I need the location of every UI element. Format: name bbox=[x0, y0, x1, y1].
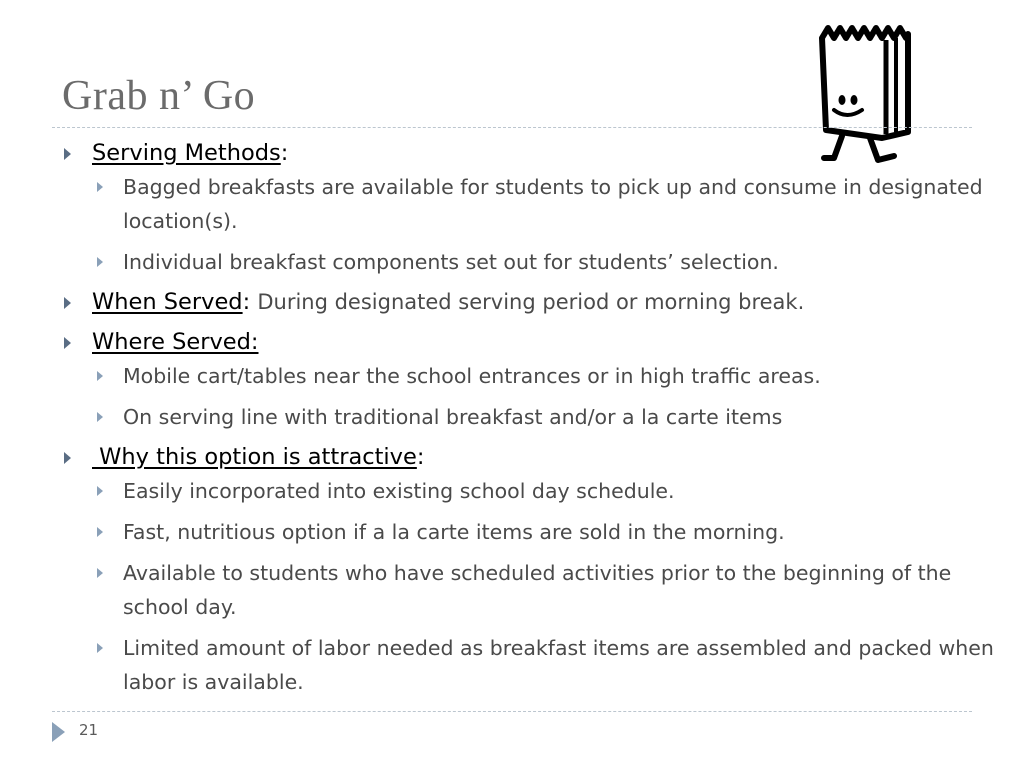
section-heading: When Served bbox=[92, 289, 243, 315]
small-triangle-bullet-icon bbox=[97, 371, 103, 381]
list-item bbox=[60, 556, 1010, 624]
triangle-bullet-icon bbox=[64, 297, 71, 309]
list-item bbox=[60, 359, 1010, 393]
section-heading: Where Served: bbox=[92, 329, 259, 355]
page-number: 21 bbox=[79, 721, 99, 739]
triangle-footer-icon bbox=[52, 722, 65, 742]
small-triangle-bullet-icon bbox=[97, 568, 103, 578]
small-triangle-bullet-icon bbox=[97, 182, 103, 192]
small-triangle-bullet-icon bbox=[97, 412, 103, 422]
section-serving-methods bbox=[60, 136, 1010, 170]
list-item bbox=[60, 400, 1010, 434]
list-item-text: Fast, nutritious option if a la carte items are sold in the morning. bbox=[123, 520, 785, 544]
list-item bbox=[60, 170, 1010, 238]
section-where-served bbox=[60, 325, 1010, 359]
list-item bbox=[60, 245, 1010, 279]
small-triangle-bullet-icon bbox=[97, 527, 103, 537]
section-heading: Why this option is attractive bbox=[92, 444, 417, 470]
list-item-text: Limited amount of labor needed as breakfast items are assembled and packed when labor is available. bbox=[123, 636, 994, 694]
list-item bbox=[60, 631, 1010, 699]
list-item-text: Easily incorporated into existing school day schedule. bbox=[123, 479, 675, 503]
small-triangle-bullet-icon bbox=[97, 643, 103, 653]
section-colon: : bbox=[280, 140, 289, 166]
bullet-list bbox=[60, 136, 1010, 699]
footer-divider bbox=[52, 711, 972, 712]
section-colon: : bbox=[416, 444, 425, 470]
section-colon: : bbox=[242, 289, 251, 315]
list-item-text: Mobile cart/tables near the school entrances or in high traffic areas. bbox=[123, 364, 821, 388]
list-item-text: On serving line with traditional breakfast and/or a la carte items bbox=[123, 405, 783, 429]
section-when-served bbox=[60, 285, 1010, 319]
small-triangle-bullet-icon bbox=[97, 257, 103, 267]
list-item-text: Available to students who have scheduled activities prior to the beginning of the school day. bbox=[123, 561, 952, 619]
list-item bbox=[60, 474, 1010, 508]
list-item-text: Bagged breakfasts are available for students to pick up and consume in designated location(s). bbox=[123, 175, 983, 233]
triangle-bullet-icon bbox=[64, 452, 71, 464]
section-description: During designated serving period or morning break. bbox=[257, 290, 805, 314]
section-why-attractive bbox=[60, 440, 1010, 474]
list-item-text: Individual breakfast components set out for students’ selection. bbox=[123, 250, 779, 274]
slide-title: Grab n’ Go bbox=[62, 73, 256, 119]
triangle-bullet-icon bbox=[64, 148, 71, 160]
title-divider bbox=[52, 127, 972, 128]
small-triangle-bullet-icon bbox=[97, 486, 103, 496]
list-item bbox=[60, 515, 1010, 549]
section-heading: Serving Methods bbox=[92, 140, 281, 166]
triangle-bullet-icon bbox=[64, 337, 71, 349]
